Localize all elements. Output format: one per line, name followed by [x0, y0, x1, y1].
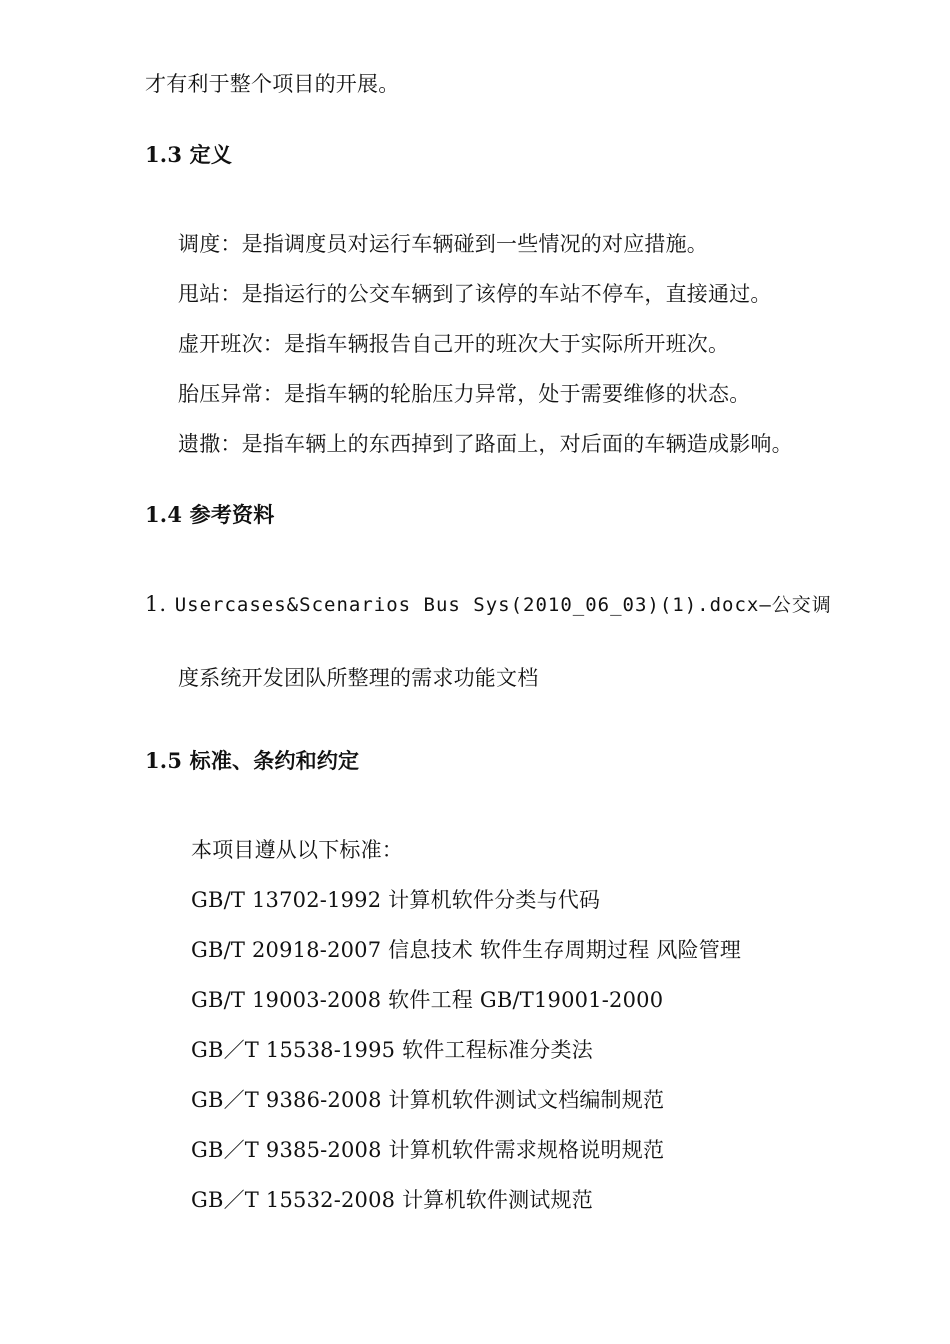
section-1-4-heading: 1.4 参考资料	[145, 502, 275, 527]
standard-item: GB／T 15532-2008 计算机软件测试规范	[191, 1188, 593, 1212]
reference-title-line-1: Usercases&Scenarios Bus Sys(2010_06_03)(1).docx—公交调	[174, 594, 832, 616]
standard-item: GB／T 15538-1995 软件工程标准分类法	[191, 1038, 593, 1062]
standard-item: GB/T 20918-2007 信息技术 软件生存周期过程 风险管理	[191, 938, 742, 962]
standard-item: GB/T 19003-2008 软件工程 GB/T19001-2000	[191, 988, 664, 1012]
standard-item: GB/T 13702-1992 计算机软件分类与代码	[191, 888, 601, 912]
standard-item: GB／T 9386-2008 计算机软件测试文档编制规范	[191, 1088, 665, 1112]
standard-item: GB／T 9385-2008 计算机软件需求规格说明规范	[191, 1138, 665, 1162]
definition-dispatch: 调度：是指调度员对运行车辆碰到一些情况的对应措施。	[178, 232, 708, 256]
definition-spill: 遗撒：是指车辆上的东西掉到了路面上，对后面的车辆造成影响。	[178, 432, 793, 456]
reference-number: 1.	[145, 592, 168, 616]
section-1-3-heading: 1.3 定义	[145, 142, 233, 167]
definition-tire-pressure: 胎压异常：是指车辆的轮胎压力异常，处于需要维修的状态。	[178, 382, 751, 406]
intro-continuation-text: 才有利于整个项目的开展。	[145, 72, 400, 96]
definition-false-trip: 虚开班次：是指车辆报告自己开的班次大于实际所开班次。	[178, 332, 730, 356]
standards-intro: 本项目遵从以下标准：	[191, 838, 403, 862]
reference-item	[145, 590, 832, 619]
section-1-5-heading: 1.5 标准、条约和约定	[145, 748, 360, 773]
reference-title-line-2: 度系统开发团队所整理的需求功能文档	[178, 666, 539, 690]
definition-skip-stop: 甩站：是指运行的公交车辆到了该停的车站不停车，直接通过。	[178, 282, 772, 306]
